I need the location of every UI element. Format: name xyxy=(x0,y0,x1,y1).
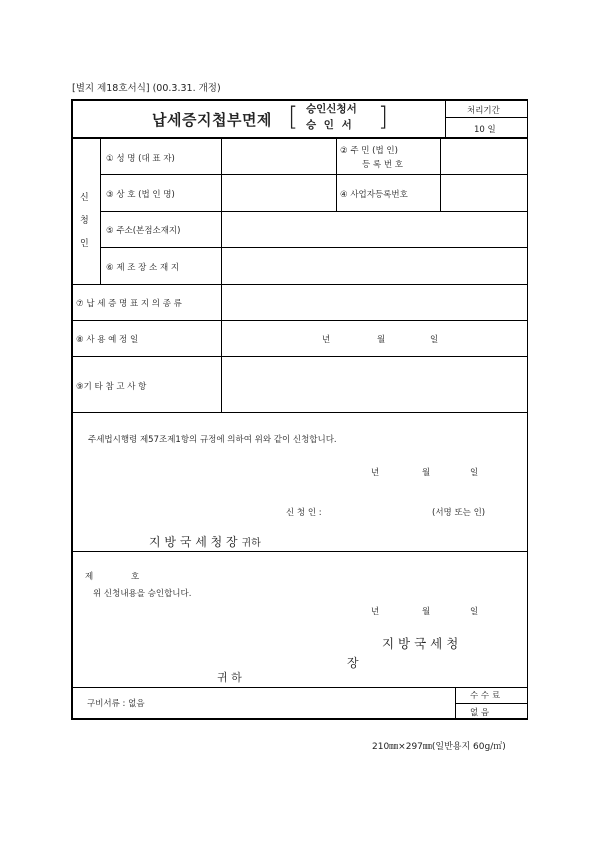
resident-no-label-2: 등 록 번 호 xyxy=(362,160,403,170)
approval-day: 일 xyxy=(470,607,479,617)
trade-name-label: ③ 상 호 (법 인 명) xyxy=(106,190,175,200)
applicant-sign-label: 신 청 인 : xyxy=(286,508,322,518)
approval-statement: 위 신청내용을 승인합니다. xyxy=(93,589,192,599)
use-date-year: 년 xyxy=(322,335,331,345)
resident-no-label-1: ② 주 민 (법 인) xyxy=(340,146,398,156)
approval-month: 월 xyxy=(422,607,431,617)
frame-left xyxy=(71,99,73,719)
approval-no-label-1: 제 xyxy=(85,572,94,582)
bracket-right: ] xyxy=(378,102,389,132)
use-date-day: 일 xyxy=(430,335,439,345)
stamp-type-label: ⑦ 납 세 증 명 표 지 의 종 류 xyxy=(76,299,182,309)
attachments-label: 구비서류 : 없음 xyxy=(87,699,145,709)
title-option-1: 승인신청서 xyxy=(306,103,357,115)
frame-top xyxy=(71,99,528,101)
applicant-sign-field[interactable] xyxy=(336,503,426,519)
name-field[interactable] xyxy=(223,139,334,172)
approval-office: 지 방 국 세 청 xyxy=(382,636,459,651)
fee-divider xyxy=(455,703,527,704)
application-statement: 주세법시행령 제57조제1항의 규정에 의하여 위와 같이 신청합니다. xyxy=(88,435,337,445)
paper-spec: 210㎜×297㎜(일반용지 60g/㎡) xyxy=(372,742,506,752)
title-divider xyxy=(445,99,446,137)
application-addressee: 지 방 국 세 청 장 귀하 xyxy=(149,535,261,549)
application-day: 일 xyxy=(470,468,479,478)
name-label: ① 성 명 (대 표 자) xyxy=(106,154,175,164)
row-line-9 xyxy=(71,551,528,552)
frame-bottom xyxy=(71,718,528,720)
trade-name-field[interactable] xyxy=(223,176,334,209)
application-year: 년 xyxy=(371,468,380,478)
resident-no-field[interactable] xyxy=(442,139,526,172)
processing-divider xyxy=(445,117,527,118)
row-line-8 xyxy=(71,412,528,413)
biz-reg-label: ④ 사업자등록번호 xyxy=(340,190,408,200)
processing-value: 10 일 xyxy=(474,125,496,135)
label-column-divider xyxy=(221,137,222,412)
factory-label: ⑥ 제 조 장 소 재 지 xyxy=(106,263,180,273)
sign-or-seal-label: (서명 또는 인) xyxy=(432,508,486,518)
approval-office-suffix: 장 xyxy=(347,656,359,670)
title-option-2: 승 인 서 xyxy=(306,119,354,131)
approval-to-label: 귀 하 xyxy=(217,671,242,684)
address-label: ⑤ 주소(본점소재지) xyxy=(106,226,181,236)
applicant-side-divider xyxy=(100,137,101,284)
processing-label: 처리기간 xyxy=(467,106,500,116)
applicant-side-label: 신 청 인 xyxy=(80,193,89,249)
row-line-2 xyxy=(100,174,527,175)
form-reference: [별지 제18호서식] (00.3.31. 개정) xyxy=(72,83,221,94)
mid-column-divider xyxy=(336,137,337,211)
use-date-month: 월 xyxy=(377,335,386,345)
row-line-5 xyxy=(71,284,528,285)
fee-value: 없 음 xyxy=(470,708,490,718)
fee-label: 수 수 료 xyxy=(470,691,501,701)
right-column-divider xyxy=(440,137,441,211)
bracket-left: [ xyxy=(288,102,299,132)
row-line-3 xyxy=(100,211,527,212)
row-line-6 xyxy=(71,320,528,321)
etc-field[interactable] xyxy=(223,358,526,410)
fee-column-divider xyxy=(455,687,456,718)
address-field[interactable] xyxy=(223,213,526,245)
title-main: 납세증지첩부면제 xyxy=(152,111,272,129)
biz-reg-field[interactable] xyxy=(442,176,526,209)
approval-no-label-2: 호 xyxy=(131,572,140,582)
factory-field[interactable] xyxy=(223,249,526,282)
row-line-4 xyxy=(100,247,527,248)
approval-year: 년 xyxy=(371,607,380,617)
frame-right xyxy=(527,99,528,719)
use-date-label: ⑧ 사 용 예 정 일 xyxy=(76,335,139,345)
etc-label: ⑨기 타 참 고 사 항 xyxy=(76,382,147,392)
row-line-10 xyxy=(71,687,528,688)
stamp-type-field[interactable] xyxy=(223,286,526,318)
application-month: 월 xyxy=(422,468,431,478)
row-line-7 xyxy=(71,356,528,357)
